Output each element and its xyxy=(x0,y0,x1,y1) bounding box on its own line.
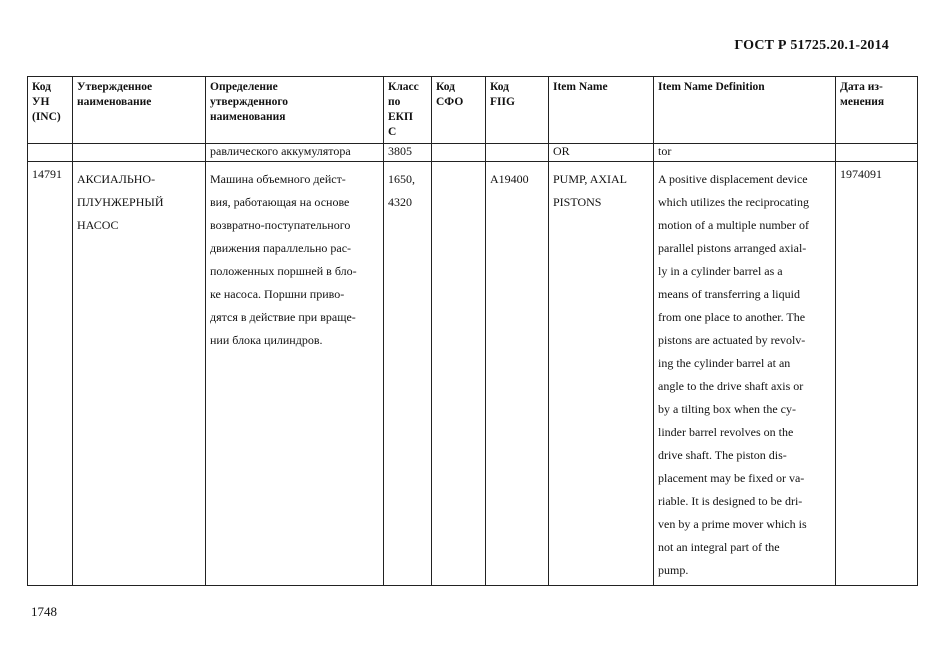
catalog-table xyxy=(27,76,918,586)
table-row xyxy=(28,168,918,586)
cell-change-date: 1974091 xyxy=(836,168,918,586)
cell-inc: 14791 xyxy=(28,168,73,586)
col-header-fsc-class: Класс по ЕКП С xyxy=(384,77,432,144)
col-header-inc: Код УН (INC) xyxy=(28,77,73,144)
cell-sfo-code xyxy=(432,168,486,586)
cont-cell-sfo-code xyxy=(432,144,486,162)
document-code: ГОСТ Р 51725.20.1-2014 xyxy=(734,38,889,53)
cont-cell-item-name: OR xyxy=(549,144,654,162)
cell-approved-name: АКСИАЛЬНО- ПЛУНЖЕРНЫЙ НАСОС xyxy=(73,168,206,586)
cont-cell-inc xyxy=(28,144,73,162)
col-header-fiig-code: Код FIIG xyxy=(486,77,549,144)
cont-cell-fsc-class: 3805 xyxy=(384,144,432,162)
cont-cell-item-name-definition: tor xyxy=(654,144,836,162)
cont-cell-fiig-code xyxy=(486,144,549,162)
page-number: 1748 xyxy=(31,604,57,619)
cont-cell-change-date xyxy=(836,144,918,162)
cont-cell-approved-name xyxy=(73,144,206,162)
cell-fsc-class: 1650, 4320 xyxy=(384,168,432,586)
col-header-definition: Определение утвержденного наименования xyxy=(206,77,384,144)
table-header-row xyxy=(28,77,918,144)
col-header-change-date: Дата из- менения xyxy=(836,77,918,144)
cell-definition-ru: Машина объемного дейст- вия, работающая на основе возвратно-поступательного движения параллельно рас- положенных поршней в бло- ке насоса. Поршни приво- дятся в действие при враще- нии блока цилиндров. xyxy=(206,168,384,586)
cont-cell-definition: равлического аккумулятора xyxy=(206,144,384,162)
col-header-sfo-code: Код СФО xyxy=(432,77,486,144)
col-header-approved-name: Утвержденное наименование xyxy=(73,77,206,144)
continuation-row xyxy=(28,144,918,162)
cell-item-name-definition: A positive displacement device which utilizes the reciprocating motion of a multiple number of parallel pistons arranged axial- ly in a cylinder barrel as a means of transferring a liquid from one place to another. The pistons are actuated by revolv- ing the cylinder barrel at an angle to the drive shaft axis or by a tilting box when the cy- linder barrel revolves on the drive shaft. The piston dis- placement may be fixed or va- riable. It is designed to be dri- ven by a prime mover which is not an integral part of the pump. xyxy=(654,168,836,586)
cell-item-name: PUMP, AXIAL PISTONS xyxy=(549,168,654,586)
col-header-item-name: Item Name xyxy=(549,77,654,144)
cell-fiig-code: A19400 xyxy=(486,168,549,586)
col-header-item-name-definition: Item Name Definition xyxy=(654,77,836,144)
